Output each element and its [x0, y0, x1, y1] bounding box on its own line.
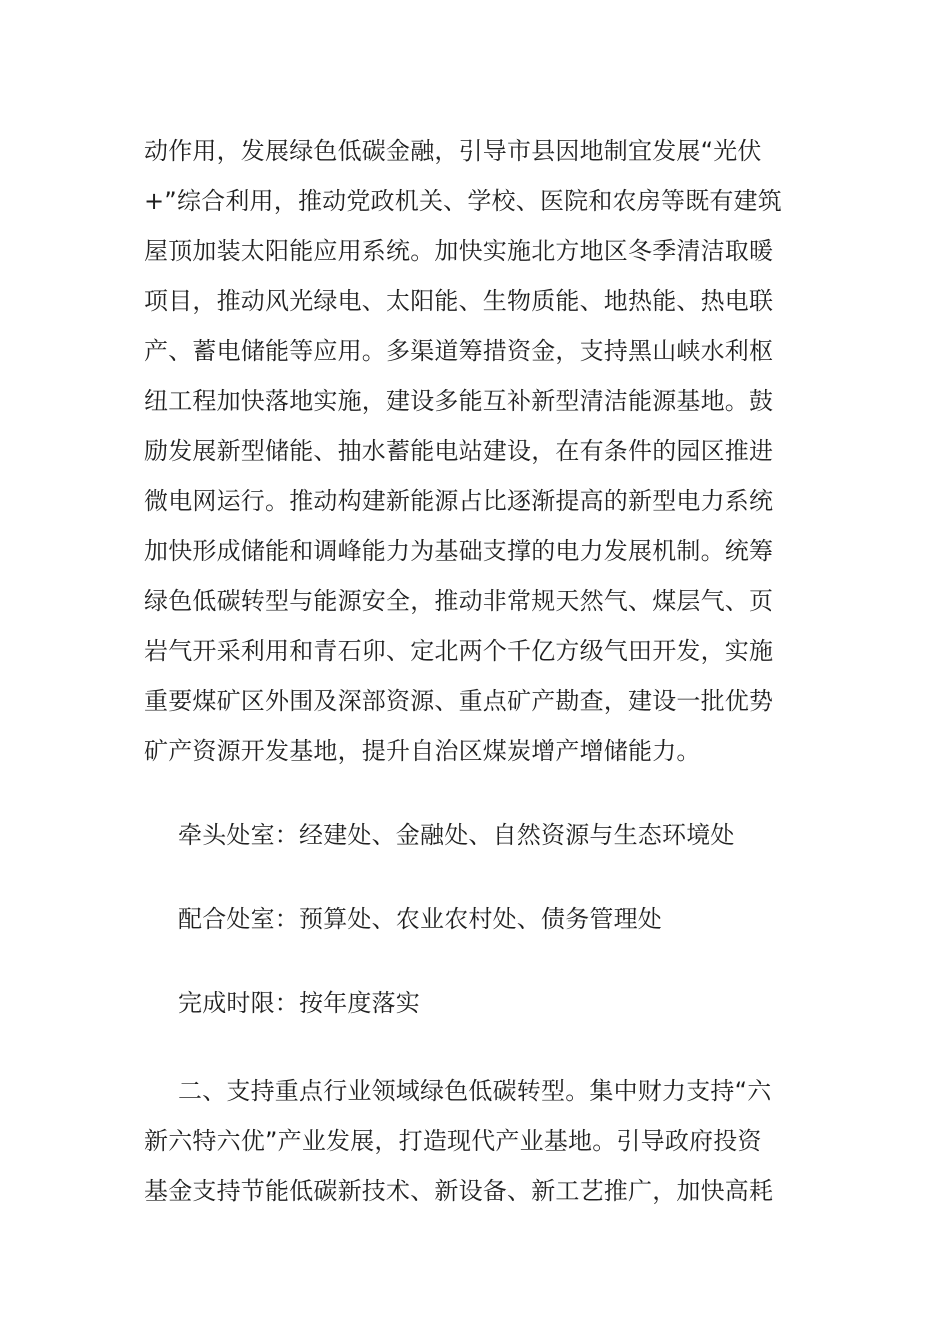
paragraph-line: 屋顶加装太阳能应用系统。加快实施北方地区冬季清洁取暖: [144, 237, 774, 265]
lead-department-text: 牵头处室：经建处、金融处、自然资源与生态环境处: [178, 821, 735, 849]
paragraph-line: 纽工程加快落地实施，建设多能互补新型清洁能源基地。鼓: [144, 387, 774, 415]
paragraph-key-industries: [144, 1066, 816, 1216]
deadline-row: [144, 978, 816, 1028]
paragraph-line: 励发展新型储能、抽水蓄能电站建设，在有条件的园区推进: [144, 437, 774, 465]
paragraph-line: 基金支持节能低碳新技术、新设备、新工艺推广，加快高耗: [144, 1177, 774, 1205]
paragraph-line: 产、蓄电储能等应用。多渠道筹措资金，支持黑山峡水利枢: [144, 337, 774, 365]
paragraph-line: 绿色低碳转型与能源安全，推动非常规天然气、煤层气、页: [144, 587, 774, 615]
paragraph-line: 重要煤矿区外围及深部资源、重点矿产勘查，建设一批优势: [144, 687, 774, 715]
paragraph-line: 二、支持重点行业领域绿色低碳转型。集中财力支持“六: [178, 1077, 772, 1105]
paragraph-line: +”综合利用，推动党政机关、学校、医院和农房等既有建筑: [144, 187, 782, 215]
paragraph-line: 岩气开采利用和青石卯、定北两个千亿方级气田开发，实施: [144, 637, 774, 665]
paragraph-line: 项目，推动风光绿电、太阳能、生物质能、地热能、热电联: [144, 287, 774, 315]
paragraph-line: 动作用，发展绿色低碳金融，引导市县因地制宜发展“光伏: [144, 137, 762, 165]
cooperating-departments-row: [144, 894, 816, 944]
deadline-text: 完成时限：按年度落实: [178, 989, 420, 1017]
paragraph-energy-transition: [144, 126, 816, 776]
paragraph-line: 新六特六优”产业发展，打造现代产业基地。引导政府投资: [144, 1127, 762, 1155]
paragraph-line: 微电网运行。推动构建新能源占比逐渐提高的新型电力系统: [144, 487, 774, 515]
paragraph-line: 矿产资源开发基地，提升自治区煤炭增产增储能力。: [144, 737, 701, 765]
lead-department-row: [144, 810, 816, 860]
paragraph-line: 加快形成储能和调峰能力为基础支撑的电力发展机制。统筹: [144, 537, 774, 565]
cooperating-departments-text: 配合处室：预算处、农业农村处、债务管理处: [178, 905, 662, 933]
